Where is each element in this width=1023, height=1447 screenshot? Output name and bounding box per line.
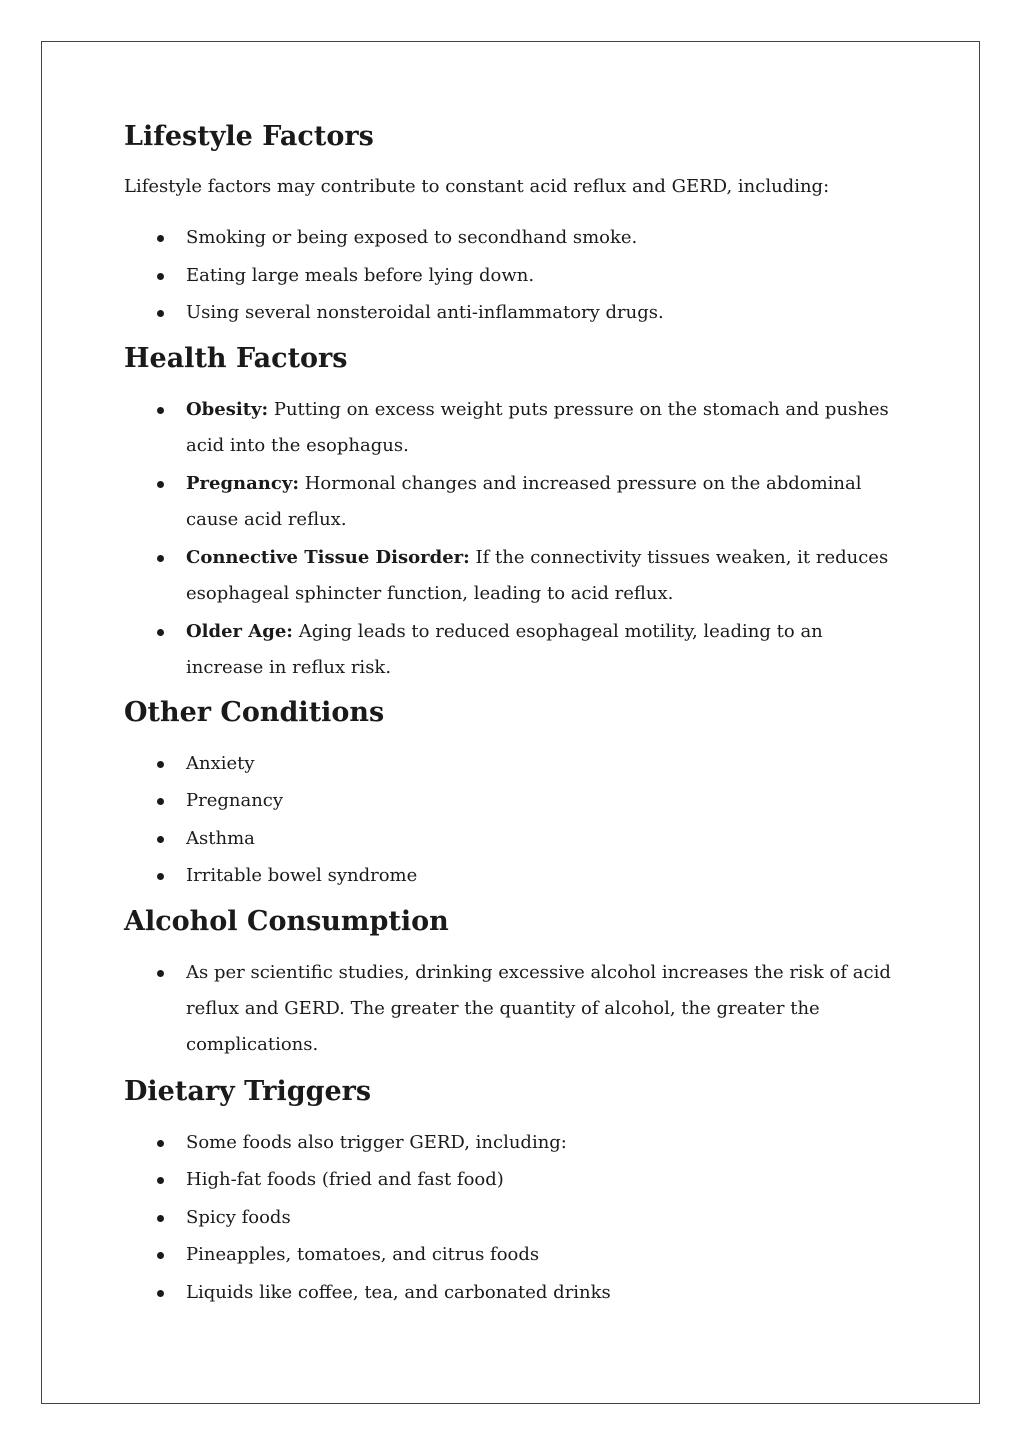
list-item: Using several nonsteroidal anti-inflammatory drugs.	[124, 295, 904, 333]
list-item: Asthma	[124, 821, 904, 859]
alcohol-list	[124, 955, 904, 1063]
list-item: High-fat foods (fried and fast food)	[124, 1162, 904, 1200]
list-item	[124, 466, 904, 538]
health-list	[124, 392, 904, 686]
other-conditions-list	[124, 746, 904, 896]
item-text: If the connectivity tissues weaken, it reduces esophageal sphincter function, leading to acid reflux.	[186, 546, 889, 604]
list-item: Pineapples, tomatoes, and citrus foods	[124, 1237, 904, 1275]
list-item: Anxiety	[124, 746, 904, 784]
item-lead-pregnancy: Pregnancy:	[186, 472, 299, 494]
item-text: Aging leads to reduced esophageal motility, leading to an increase in reflux risk.	[186, 620, 823, 678]
item-lead-connective-tissue: Connective Tissue Disorder:	[186, 546, 470, 568]
heading-lifestyle-factors: Lifestyle Factors	[124, 121, 374, 152]
list-item	[124, 392, 904, 464]
list-item: As per scientific studies, drinking excessive alcohol increases the risk of acid reflux and GERD. The greater the quantity of alcohol, the greater the complications.	[124, 955, 904, 1063]
item-lead-obesity: Obesity:	[186, 398, 269, 420]
list-item: Smoking or being exposed to secondhand smoke.	[124, 220, 904, 258]
list-item: Irritable bowel syndrome	[124, 858, 904, 896]
list-item: Eating large meals before lying down.	[124, 258, 904, 296]
list-item: Spicy foods	[124, 1200, 904, 1238]
list-item: Pregnancy	[124, 783, 904, 821]
list-item: Liquids like coffee, tea, and carbonated drinks	[124, 1275, 904, 1313]
item-text: Putting on excess weight puts pressure on the stomach and pushes acid into the esophagus.	[186, 398, 889, 456]
lifestyle-intro: Lifestyle factors may contribute to constant acid reflux and GERD, including:	[124, 176, 830, 197]
heading-other-conditions: Other Conditions	[124, 696, 385, 728]
heading-health-factors: Health Factors	[124, 342, 348, 374]
dietary-list	[124, 1125, 904, 1313]
lifestyle-list	[124, 220, 904, 333]
item-text: Hormonal changes and increased pressure on the abdominal cause acid reflux.	[186, 472, 862, 530]
item-lead-older-age: Older Age:	[186, 620, 293, 642]
heading-alcohol-consumption: Alcohol Consumption	[124, 905, 449, 937]
list-item	[124, 540, 904, 612]
list-item	[124, 614, 904, 686]
document-body	[124, 122, 904, 1312]
list-item: Some foods also trigger GERD, including:	[124, 1125, 904, 1163]
heading-dietary-triggers: Dietary Triggers	[124, 1075, 372, 1107]
